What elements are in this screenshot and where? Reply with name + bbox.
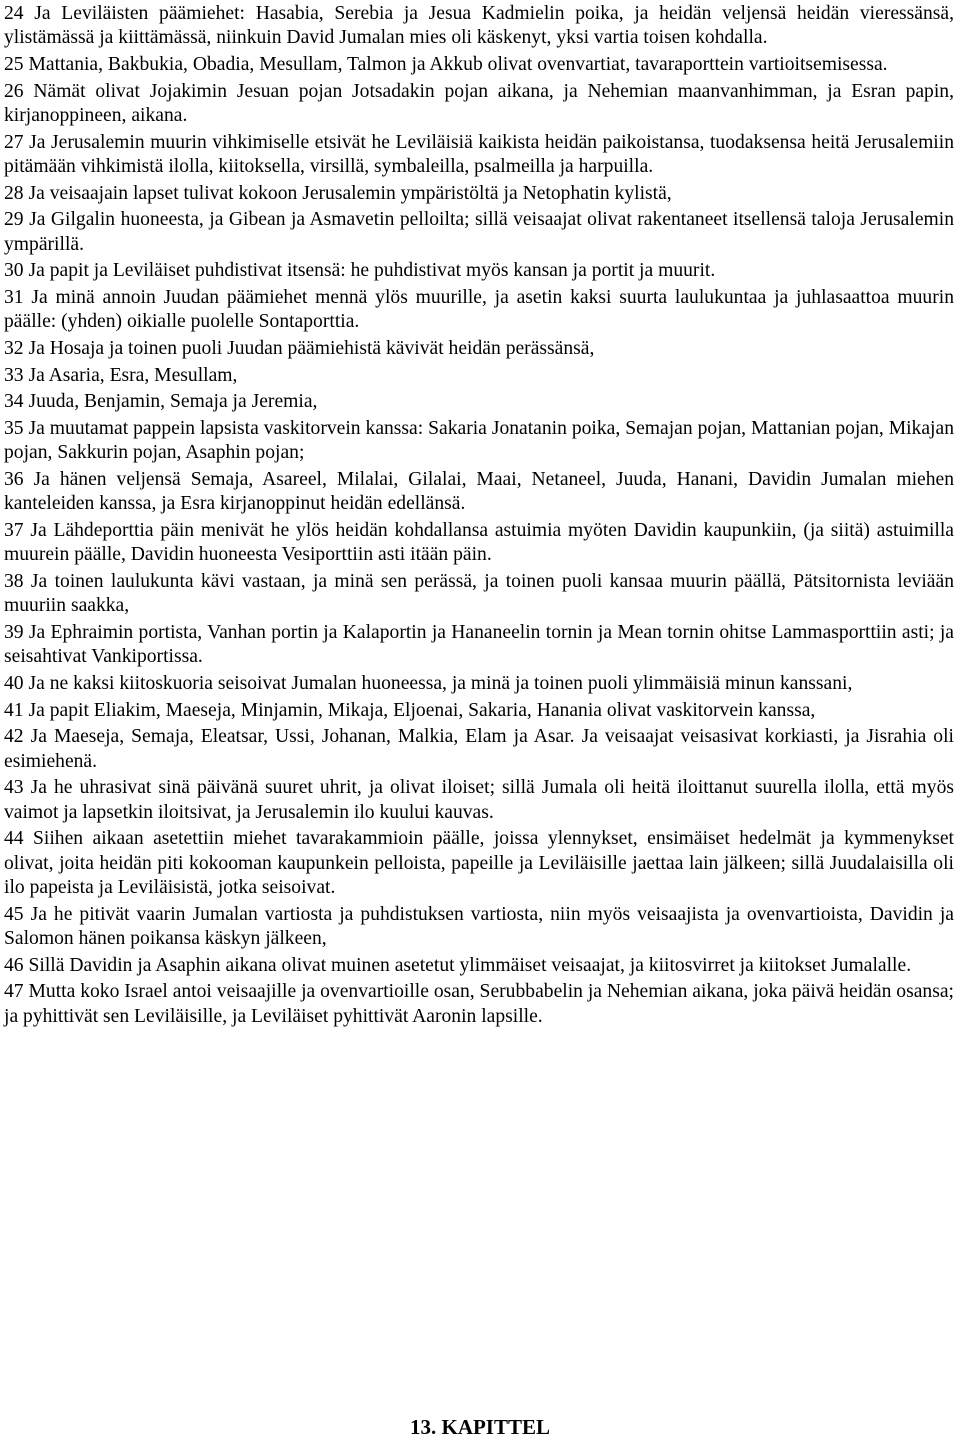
verse-38: 38 Ja toinen laulukunta kävi vastaan, ja minä sen perässä, ja toinen puoli kansaa muurin päällä, Pätsitornista leviään muuriin saakka, — [4, 571, 954, 617]
verse-27: 27 Ja Jerusalemin muurin vihkimiselle etsivät he Leviläisiä kaikista heidän paikoistansa, tuodaksensa heitä Jerusalemiin pitämään vihkimistä ilolla, kiitoksella, virsillä, symbaleilla, psalmeilla ja harpuilla. — [4, 131, 954, 177]
verse-46: 46 Sillä Davidin ja Asaphin aikana olivat muinen asetetut ylimmäiset veisaajat, ja kiitosvirret ja kiitokset Jumalalle. — [4, 954, 912, 976]
verse-28: 28 Ja veisaajain lapset tulivat kokoon Jerusalemin ympäristöltä ja Netophatin kylistä, — [4, 182, 672, 204]
verse-34: 34 Juuda, Benjamin, Semaja ja Jeremia, — [4, 391, 318, 413]
verse-25: 25 Mattania, Bakbukia, Obadia, Mesullam, Talmon ja Akkub olivat ovenvartiat, tavaraporttein vartioitsemisessa. — [4, 53, 888, 75]
verse-42: 42 Ja Maeseja, Semaja, Eleatsar, Ussi, Johanan, Malkia, Elam ja Asar. Ja veisaajat veisasivat korkiasti, ja Jisrahia oli esimiehenä. — [4, 726, 954, 772]
verse-39: 39 Ja Ephraimin portista, Vanhan portin ja Kalaportin ja Hananeelin tornin ja Mean tornin ohitse Lammasporttiin asti; ja seisahtivat Vankiportissa. — [4, 621, 954, 668]
verse-44: 44 Siihen aikaan asetettiin miehet tavarakammioin päälle, joissa ylennykset, ensimäiset hedelmät ja kymmenykset olivat, joita heidän piti kokooman kaupunkein pelloista, papeille ja Leviläisille jaettaa lain jälkeen; sillä Juudalaisilla oli ilo papeista ja Leviläisistä, jotka seisoivat. — [4, 828, 954, 898]
verse-33: 33 Ja Asaria, Esra, Mesullam, — [4, 364, 238, 386]
verse-32: 32 Ja Hosaja ja toinen puoli Juudan päämiehistä kävivät heidän perässänsä, — [4, 337, 595, 359]
verse-31: 31 Ja minä annoin Juudan päämiehet mennä ylös muurille, ja asetin kaksi suurta laulukuntaa ja juhlasaattoa muurin päälle: (yhden) oikialle puolelle Sontaporttia. — [4, 287, 954, 333]
verse-40: 40 Ja ne kaksi kiitoskuoria seisoivat Jumalan huoneessa, ja minä ja toinen puoli ylimmäisiä minun kanssani, — [4, 672, 853, 694]
verse-47: 47 Mutta koko Israel antoi veisaajille ja ovenvartioille osan, Serubbabelin ja Nehemian aikana, joka päivä heidän osansa; ja pyhittivät sen Leviläisille, ja Leviläiset pyhittivät Aaronin lapsille. — [4, 981, 954, 1027]
verse-29: 29 Ja Gilgalin huoneesta, ja Gibean ja Asmavetin pelloilta; sillä veisaajat olivat rakentaneet itsellensä taloja Jerusalemin ympärillä. — [4, 209, 954, 255]
verse-41: 41 Ja papit Eliakim, Maeseja, Minjamin, Mikaja, Eljoenai, Sakaria, Hanania olivat vaskitorvein kanssa, — [4, 699, 816, 721]
document-body — [4, 2, 954, 1031]
verse-45: 45 Ja he pitivät vaarin Jumalan vartiosta ja puhdistuksen vartiosta, niin myös veisaajista ja ovenvartioista, Davidin ja Salomon hänen poikansa käskyn jälkeen, — [4, 903, 954, 949]
chapter-heading: 13. KAPITTEL — [409, 1415, 551, 1439]
verse-35: 35 Ja muutamat pappein lapsista vaskitorvein kanssa: Sakaria Jonatanin poika, Semajan pojan, Mattanian pojan, Mikajan pojan, Sakkurin pojan, Asaphin pojan; — [4, 418, 954, 464]
verse-37: 37 Ja Lähdeporttia päin menivät he ylös heidän kohdallansa astuimia myöten Davidin kaupunkiin, (ja siitä) astuimilla muurein päälle, Davidin huoneesta Vesiporttiin asti itään päin. — [4, 520, 954, 566]
verse-43: 43 Ja he uhrasivat sinä päivänä suuret uhrit, ja olivat iloiset; sillä Jumala oli heitä iloittanut suurella ilolla, että myös vaimot ja lapsetkin iloitsivat, ja Jerusalemin ilo kuului kauvas. — [4, 777, 954, 823]
verse-36: 36 Ja hänen veljensä Semaja, Asareel, Milalai, Gilalai, Maai, Netaneel, Juuda, Hanani, Davidin Jumalan miehen kanteleiden kanssa, ja Esra kirjanoppinut heidän edellänsä. — [4, 469, 954, 515]
verse-24: 24 Ja Leviläisten päämiehet: Hasabia, Serebia ja Jesua Kadmielin poika, ja heidän veljensä heidän vieressänsä, ylistämässä ja kiittämässä, niinkuin David Jumalan mies oli käskenyt, yksi vartia toisen kohdalla. — [4, 3, 954, 49]
verse-26: 26 Nämät olivat Jojakimin Jesuan pojan Jotsadakin pojan aikana, ja Nehemian maanvanhimman, ja Esran papin, kirjanoppineen, aikana. — [4, 80, 954, 126]
verse-30: 30 Ja papit ja Leviläiset puhdistivat itsensä: he puhdistivat myös kansan ja portit ja muurit. — [4, 260, 716, 282]
